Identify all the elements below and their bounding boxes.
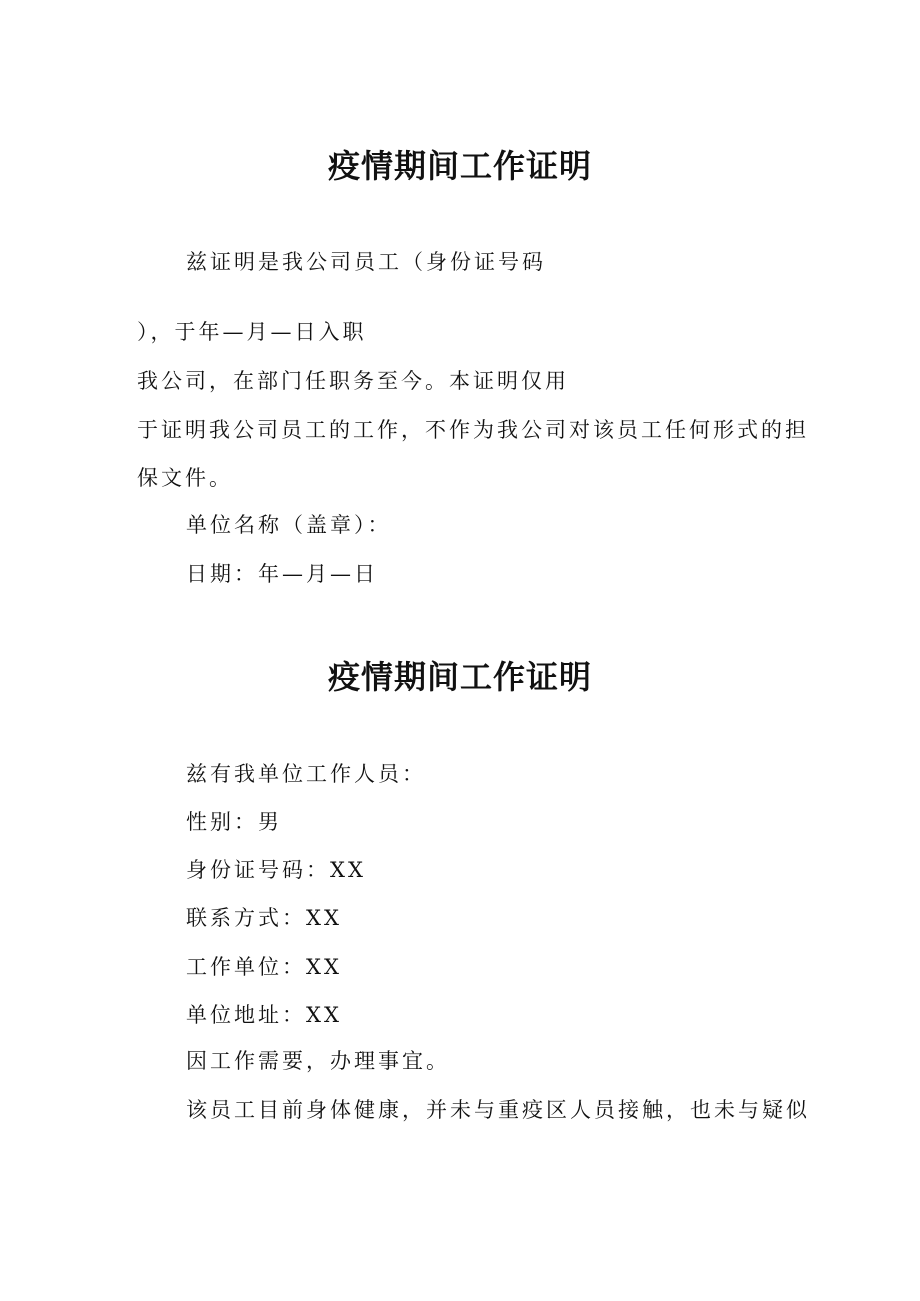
body-line-3: 我公司，在部门任职务至今。本证明仅用: [137, 369, 569, 393]
body-line-5: 保文件。: [137, 466, 233, 490]
intro-line: 兹有我单位工作人员：: [186, 762, 426, 786]
gender-line: 性别：男: [186, 810, 282, 834]
date-line: 日期：年—月—日: [186, 562, 378, 586]
health-line: 该员工目前身体健康，并未与重疫区人员接触，也未与疑似: [186, 1098, 810, 1122]
body-line-2: ），于年—月—日入职: [137, 320, 367, 344]
contact-line: 联系方式：XX: [186, 906, 342, 930]
certificate-title-1: 疫情期间工作证明: [327, 147, 592, 185]
work-unit-line: 工作单位：XX: [186, 955, 342, 979]
body-line-4: 于证明我公司员工的工作，不作为我公司对该员工任何形式的担: [137, 418, 809, 442]
certificate-title-2: 疫情期间工作证明: [327, 658, 592, 696]
id-number-line: 身份证号码：XX: [186, 858, 366, 882]
unit-name-line: 单位名称（盖章）：: [186, 513, 392, 537]
unit-address-line: 单位地址：XX: [186, 1003, 342, 1027]
body-line-1: 兹证明是我公司员工（身份证号码: [186, 250, 546, 274]
reason-line: 因工作需要，办理事宜。: [186, 1049, 450, 1073]
